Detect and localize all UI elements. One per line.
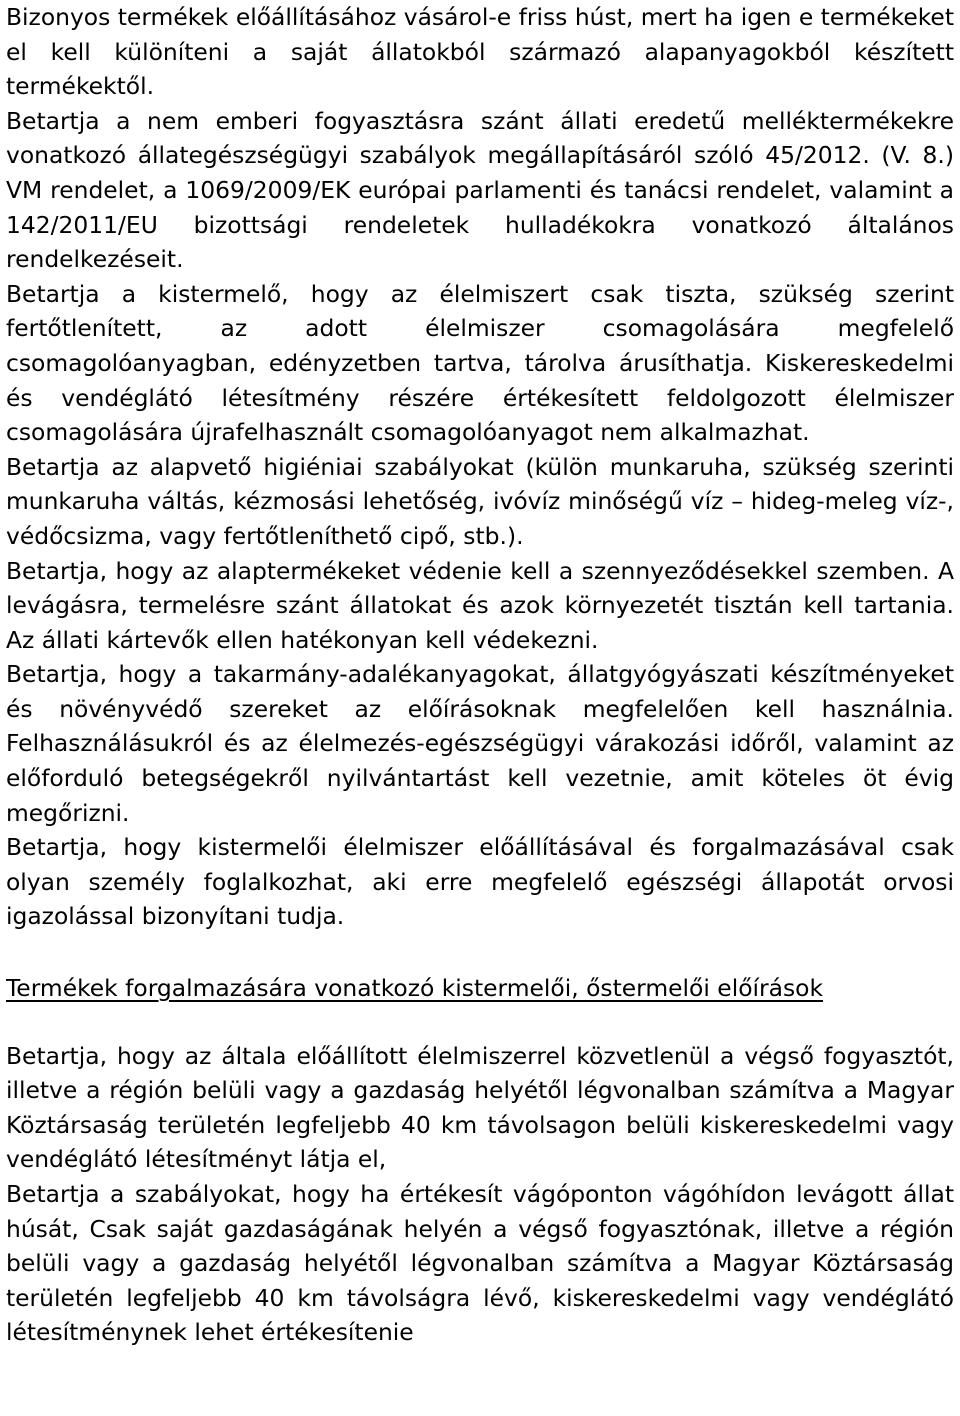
paragraph-direct-sales: Betartja, hogy az általa előállított élelmiszerrel közvetlenül a végső fogyasztót, illetve a régión belüli vagy a gazdaság helyétől légvonalban számítva a Magyar Köztársaság területén legfeljebb 40 km távolsagon belüli kiskereskedelmi vagy vendéglátó létesítményt látja el, bbox=[6, 1041, 954, 1174]
section-heading: Termékek forgalmazására vonatkozó kistermelői, őstermelői előírások bbox=[6, 974, 823, 1003]
paragraph-fresh-meat-separation: Bizonyos termékek előállításához vásárol-e friss húst, mert ha igen e termékeket el kell különíteni a saját állatokból származó alapanyagokból készített termékektől. bbox=[6, 3, 954, 101]
spacer bbox=[6, 1006, 954, 1039]
paragraph-packaging-rules: Betartja a kistermelő, hogy az élelmiszert csak tiszta, szükség szerint fertőtlenített, az adott élelmiszer csomagolására megfelelő csomagolóanyagban, edényzetben tartva, tárolva árusíthatja. Kiskereskedelmi és vendéglátó létesítmény részére értékesített feldolgozott élelmiszer csomagolására újrafelhasznált csomagolóanyagot nem alkalmazhat. bbox=[6, 279, 954, 447]
paragraph-veterinary-records: Betartja, hogy a takarmány-adalékanyagokat, állatgyógyászati készítményeket és növényvédő szereket az előírásoknak megfelelően kell használnia. Felhasználásukról és az élelmezés-egészségügyi várakozási időről, valamint az előforduló betegségekről nyilvántartást kell vezetnie, amit köteles öt évig megőrizni. bbox=[6, 660, 954, 827]
document-page bbox=[6, 0, 954, 1350]
spacer bbox=[6, 934, 954, 971]
paragraph-contamination-protection: Betartja, hogy az alaptermékeket védenie kell a szennyeződésekkel szemben. A levágásra, termelésre szánt állatokat és azok környezetét tisztán kell tartania. Az állati kártevők ellen hatékonyan kell védekezni. bbox=[6, 556, 954, 654]
paragraph-slaughtered-meat-sales: Betartja a szabályokat, hogy ha értékesít vágóponton vágóhídon levágott állat húsát, Csak saját gazdaságának helyén a végső fogyasztónak, illetve a régión belüli vagy a gazdaság helyétől légvonalban számítva a Magyar Köztársaság területén legfeljebb 40 km távolságra lévő, kiskereskedelmi vagy vendéglátó létesítménynek lehet értékesítenie bbox=[6, 1180, 954, 1347]
paragraph-hygiene-rules: Betartja az alapvető higiéniai szabályokat (külön munkaruha, szükség szerinti munkaruha váltás, kézmosási lehetőség, ivóvíz minőségű víz – hideg-meleg víz-, védőcsizma, vagy fertőtleníthető cipő, stb.). bbox=[6, 452, 954, 550]
paragraph-health-certificate: Betartja, hogy kistermelői élelmiszer előállításával és forgalmazásával csak olyan személy foglalkozhat, aki erre megfelelő egészségi állapotát orvosi igazolással bizonyítani tudja. bbox=[6, 833, 954, 931]
paragraph-byproduct-regulations: Betartja a nem emberi fogyasztásra szánt állati eredetű melléktermékekre vonatkozó állategészségügyi szabályok megállapításáról szóló 45/2012. (V. 8.) VM rendelet, a 1069/2009/EK európai parlamenti és tanácsi rendelet, valamint a 142/2011/EU bizottsági rendeletek hulladékokra vonatkozó általános rendelkezéseit. bbox=[6, 106, 954, 274]
